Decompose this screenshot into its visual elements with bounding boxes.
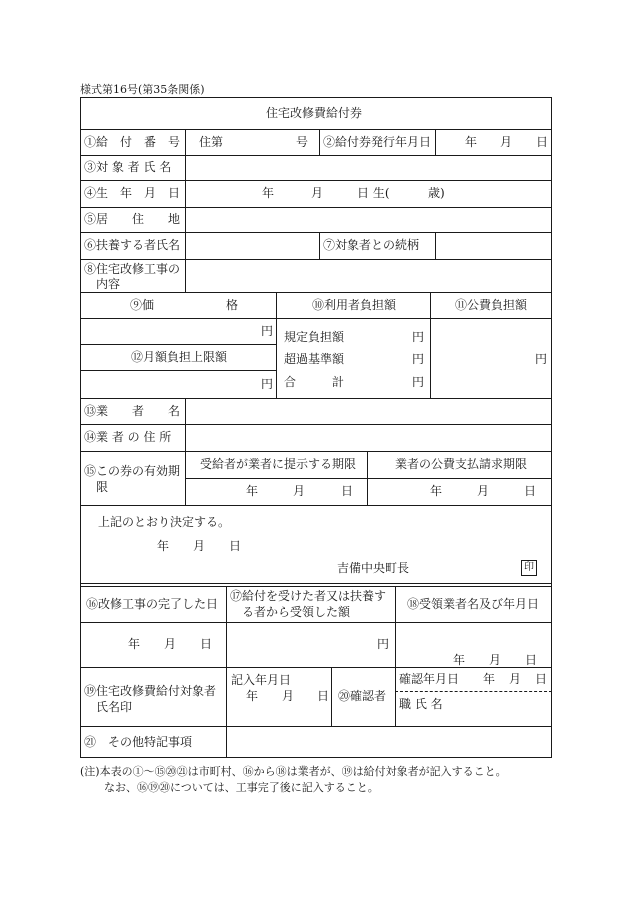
rule [395, 586, 396, 726]
rule [185, 398, 186, 505]
receiver-header: ⑱受領業者名及び年月日 [407, 597, 540, 611]
excess-amount-label: 超過基準額 [284, 352, 345, 366]
form-number: 様式第16号(第35条関係) [80, 83, 205, 96]
receiver-day: 日 [525, 653, 538, 667]
validity-label: ⑮この券の有効期 [84, 464, 181, 478]
subject-seal-label: ⑲住宅改修費給付対象者 [84, 684, 217, 698]
benefit-number-suffix: 号 [296, 135, 309, 149]
rule [80, 97, 552, 98]
public-burden-header: ⑪公費負担額 [455, 298, 528, 312]
supporter-name-label: ⑥扶養する者氏名 [84, 238, 181, 252]
receiver-month: 月 [489, 653, 502, 667]
received-amount-yen: 円 [377, 637, 390, 651]
rule [80, 232, 552, 233]
claim-day: 日 [524, 484, 537, 498]
rule [80, 155, 552, 156]
note-line-1: (注)本表の①～⑮⑳㉑は市町村、⑯から⑱は業者が、⑲は給付対象者が記入すること。 [80, 765, 507, 778]
contractor-address-label: ⑭業 者 の 住 所 [84, 430, 172, 444]
confirmer-label: ⑳確認者 [338, 689, 387, 703]
present-year: 年 [246, 484, 259, 498]
birth-day: 日 生( [357, 186, 390, 200]
present-deadline-header: 受給者が業者に提示する期限 [200, 457, 357, 471]
rule [80, 667, 552, 668]
work-content-label: ⑧住宅改修工事の [84, 262, 181, 276]
rule [80, 97, 81, 758]
rule [80, 622, 552, 623]
decision-statement: 上記のとおり決定する。 [98, 515, 231, 529]
rule [80, 344, 276, 345]
birth-year: 年 [262, 186, 275, 200]
rule [80, 726, 552, 727]
claim-year: 年 [430, 484, 443, 498]
rule [80, 757, 552, 758]
dashed-rule [395, 691, 552, 692]
confirm-day: 日 [535, 672, 548, 686]
seal-mark: 印 [521, 560, 537, 576]
price-header: ⑨価 格 [130, 298, 239, 312]
rule [80, 505, 552, 506]
confirm-month: 月 [509, 672, 522, 686]
issue-month: 月 [500, 135, 513, 149]
rule [276, 292, 277, 398]
subject-seal-label-2: 氏名印 [96, 700, 133, 714]
rule [80, 424, 552, 425]
issue-date-label: ②給付券発行年月日 [323, 135, 432, 149]
rule [80, 180, 552, 181]
form-title: 住宅改修費給付券 [266, 106, 363, 120]
rule [319, 232, 320, 259]
price-yen: 円 [261, 324, 274, 338]
user-burden-header: ⑩利用者負担額 [312, 298, 397, 312]
total-yen: 円 [412, 375, 425, 389]
rule [80, 451, 552, 452]
completion-month: 月 [164, 637, 177, 651]
entry-month: 月 [282, 689, 295, 703]
present-month: 月 [293, 484, 306, 498]
rule [80, 292, 552, 293]
note-line-2: なお、⑯⑲⑳については、工事完了後に記入すること。 [104, 781, 379, 794]
rule [435, 129, 436, 155]
validity-label-2: 限 [96, 480, 109, 494]
confirm-name-label: 職 氏 名 [399, 697, 443, 711]
monthly-limit-yen: 円 [261, 377, 274, 391]
received-amount-header: ⑰給付を受けた者又は扶養す [230, 589, 387, 603]
rule [551, 97, 552, 758]
mayor-title: 吉備中央町長 [337, 561, 410, 575]
receiver-year: 年 [453, 653, 466, 667]
residence-label: ⑤居 住 地 [84, 212, 181, 226]
rule [185, 478, 552, 479]
rule [435, 232, 436, 259]
birth-month: 月 [311, 186, 324, 200]
issue-year: 年 [465, 135, 478, 149]
confirm-year: 年 [483, 672, 496, 686]
rule [80, 259, 552, 260]
received-amount-header-2: る者から受領した額 [242, 605, 351, 619]
rule [185, 129, 186, 292]
claim-deadline-header: 業者の公費支払請求期限 [395, 457, 528, 471]
issue-day: 日 [536, 135, 549, 149]
rule [80, 370, 276, 371]
confirm-date-label: 確認年月日 [399, 672, 460, 686]
benefit-number-label: ①給 付 番 号 [84, 135, 181, 149]
rule [367, 451, 368, 505]
rule [80, 129, 552, 130]
birthdate-label: ④生 年 月 日 [84, 186, 181, 200]
public-burden-yen: 円 [535, 352, 548, 366]
rule [80, 207, 552, 208]
decision-year: 年 [157, 539, 170, 553]
rule [80, 318, 552, 319]
regulated-burden-label: 規定負担額 [284, 330, 345, 344]
rule [319, 129, 320, 155]
rule [80, 398, 552, 399]
rule [80, 586, 552, 587]
rule [226, 586, 227, 757]
other-notes-label: その他特記事項 [108, 735, 193, 749]
work-content-label-2: 内容 [96, 277, 121, 291]
birth-age: 歳) [428, 186, 445, 200]
other-notes-number: ㉑ [84, 735, 97, 749]
monthly-limit-label: ⑫月額負担上限額 [131, 350, 228, 364]
rule [331, 667, 332, 726]
contractor-name-label: ⑬業 者 名 [84, 404, 181, 418]
total-label: 合 計 [284, 375, 345, 389]
present-day: 日 [341, 484, 354, 498]
entry-date-label: 記入年月日 [231, 673, 292, 687]
decision-month: 月 [193, 539, 206, 553]
regulated-burden-yen: 円 [412, 330, 425, 344]
completion-day: 日 [200, 637, 213, 651]
subject-name-label: ③対 象 者 氏 名 [84, 160, 172, 174]
entry-year: 年 [246, 689, 259, 703]
relation-label: ⑦対象者との続柄 [323, 238, 420, 252]
completion-year: 年 [128, 637, 141, 651]
completion-date-header: ⑯改修工事の完了した日 [86, 597, 219, 611]
claim-month: 月 [477, 484, 490, 498]
decision-day: 日 [229, 539, 242, 553]
rule [80, 583, 552, 584]
benefit-number-prefix: 住第 [199, 135, 224, 149]
excess-amount-yen: 円 [412, 352, 425, 366]
rule [430, 292, 431, 398]
entry-day: 日 [317, 689, 330, 703]
